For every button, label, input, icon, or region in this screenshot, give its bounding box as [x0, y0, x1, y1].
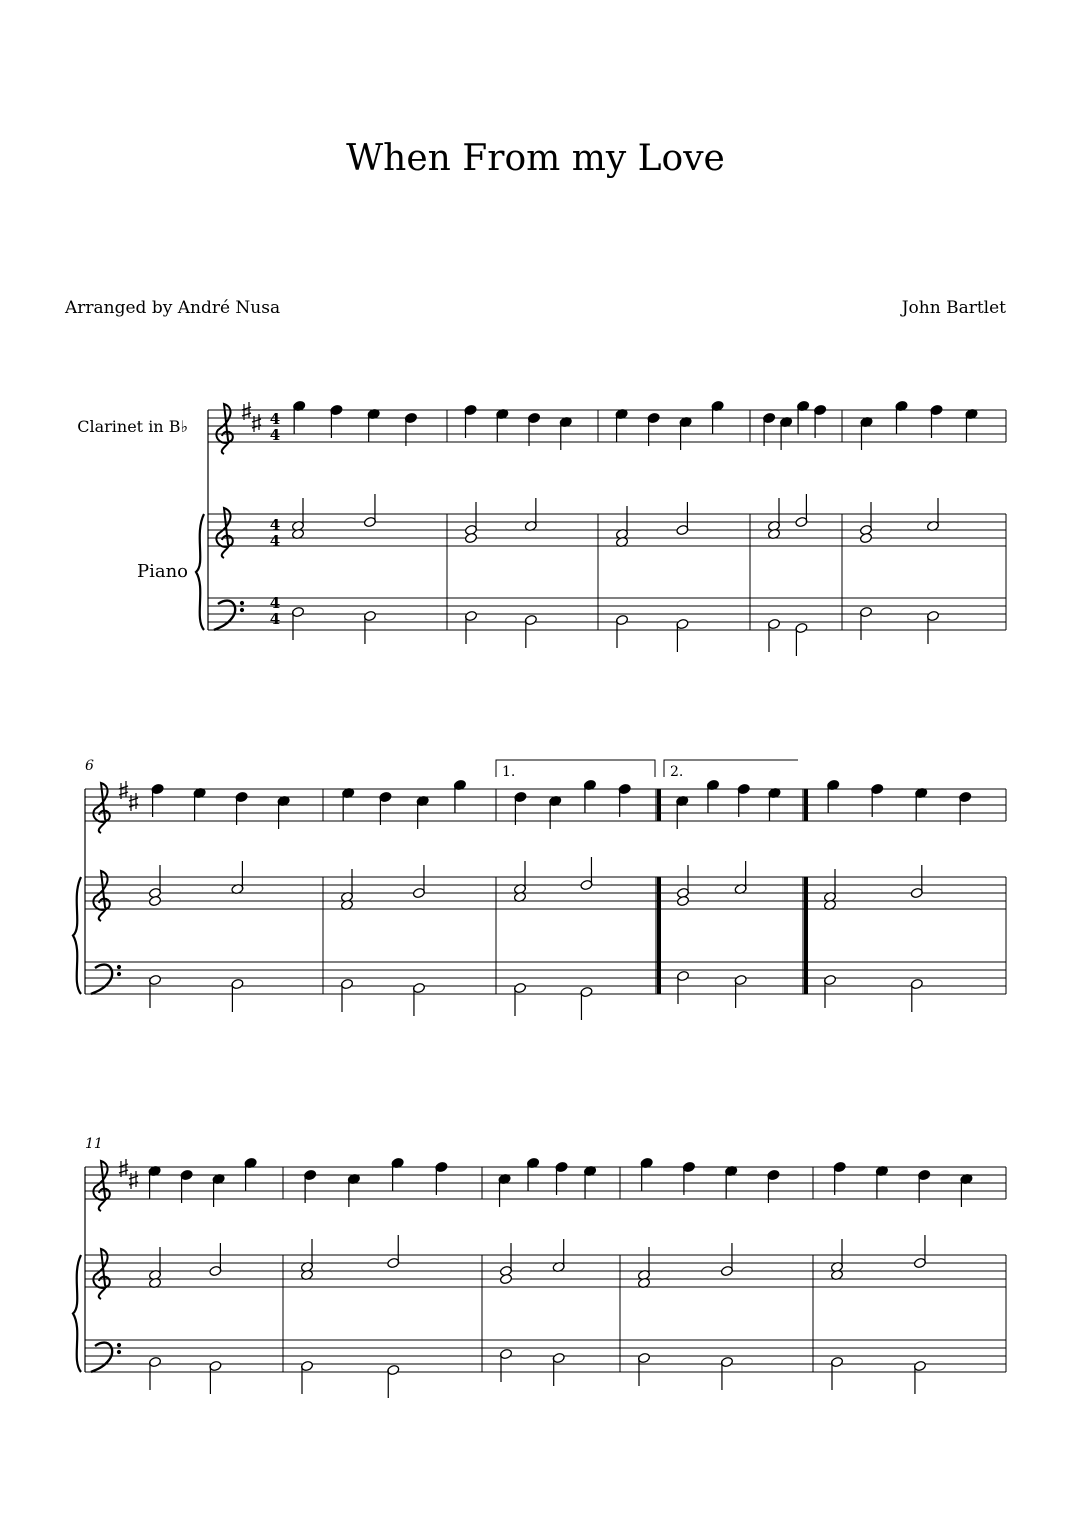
volta-first-label: 1. — [502, 764, 516, 780]
piano-lh-time-sig-top: 4 — [269, 594, 281, 612]
bass-clef-dot — [117, 972, 120, 975]
sharp-key-signature-icon — [242, 402, 251, 420]
measure-number-6: 6 — [85, 758, 94, 774]
piano-brace — [196, 514, 204, 630]
bass-clef-dot — [117, 1350, 120, 1353]
piano-brace — [73, 1255, 81, 1372]
piano-lh-time-sig-bottom: 4 — [269, 610, 281, 628]
sharp-key-signature-icon — [252, 414, 261, 432]
treble-clef-icon — [93, 1249, 109, 1299]
bass-clef-dot — [117, 965, 120, 968]
clarinet-time-sig-top: 4 — [269, 410, 281, 428]
piano-rh-note — [859, 532, 872, 543]
arranger-credit: Arranged by André Nusa — [65, 298, 281, 318]
score-title: When From my Love — [346, 138, 725, 179]
piano-rh-time-sig-top: 4 — [269, 516, 281, 534]
piano-rh-note — [676, 895, 689, 906]
sharp-key-signature-icon — [129, 1171, 138, 1189]
treble-clef-icon — [216, 404, 232, 454]
bass-clef-dot — [240, 608, 243, 611]
treble-clef-icon — [93, 783, 109, 833]
measure-number-11: 11 — [85, 1136, 103, 1152]
bass-clef-dot — [240, 601, 243, 604]
volta-first-bracket — [496, 760, 655, 777]
clarinet-label: Clarinet in B♭ — [77, 417, 188, 436]
volta-second-bracket — [664, 760, 798, 777]
piano-rh-note — [499, 1273, 512, 1284]
bass-clef-dot — [117, 1343, 120, 1346]
piano-label: Piano — [136, 561, 188, 582]
volta-second-label: 2. — [670, 764, 684, 780]
treble-clef-icon — [93, 871, 109, 921]
piano-brace — [73, 877, 81, 994]
bass-clef-icon — [214, 601, 235, 630]
bass-clef-icon — [91, 1343, 112, 1372]
sharp-key-signature-icon — [119, 781, 128, 799]
piano-rh-note — [148, 895, 161, 906]
treble-clef-icon — [93, 1161, 109, 1211]
sharp-key-signature-icon — [129, 793, 138, 811]
treble-clef-icon — [216, 508, 232, 558]
piano-rh-time-sig-bottom: 4 — [269, 532, 281, 550]
clarinet-time-sig-bottom: 4 — [269, 426, 281, 444]
bass-clef-icon — [91, 965, 112, 994]
sharp-key-signature-icon — [119, 1159, 128, 1177]
composer-credit: John Bartlet — [901, 298, 1006, 318]
piano-rh-note — [464, 532, 477, 543]
